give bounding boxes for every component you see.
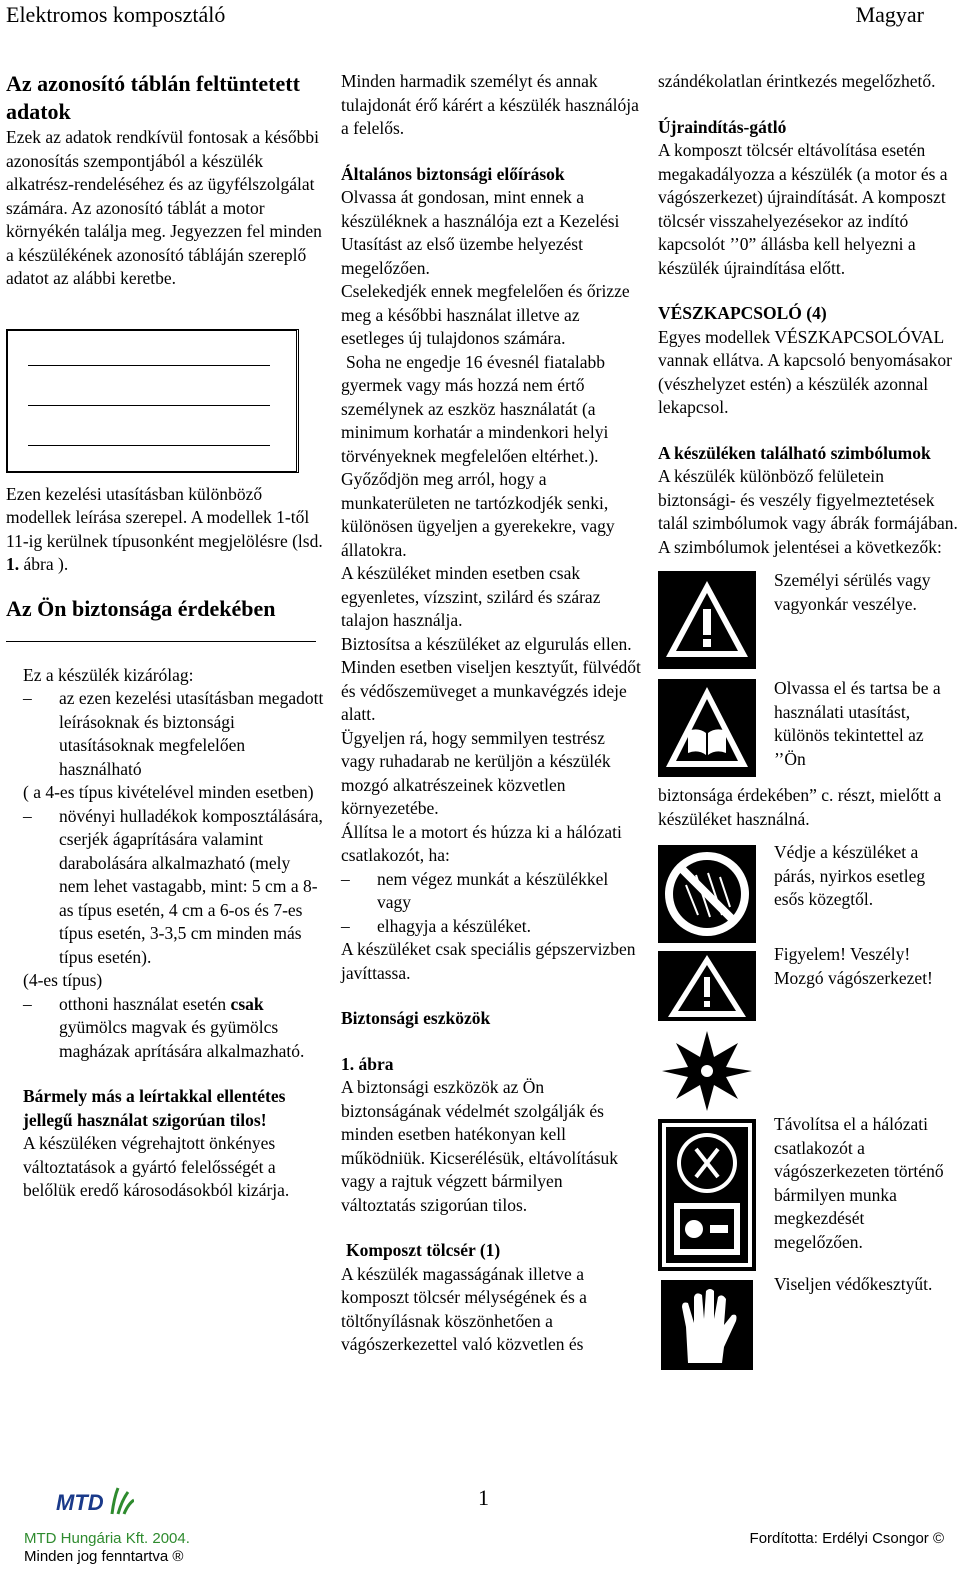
paragraph: Cselekedjék ennek megfelelően és őrizze meg a későbbi használat illetve az esetleges új tulajdonos számára.: [341, 281, 630, 348]
frame-line: [28, 405, 270, 406]
paragraph: A készülék magasságának illetve a komposzt tölcsér mélységének és a töltőnyílásnak köszönhetően a vágószerkezettel való közvetlen és: [341, 1263, 587, 1354]
divider: [6, 641, 316, 642]
mtd-logo: [54, 1484, 134, 1527]
symbol-row: [658, 943, 958, 1115]
paragraph: A biztonsági eszközök az Ön biztonságának védelmét szolgálják és minden esetben hatékonyan kell működniük. Kicserélésük, eltávolításuk vagy a rajtuk végzett bármilyen változtatás szigorúan tilos.: [341, 1077, 619, 1215]
id-plate-intro: Ezek az adatok rendkívül fontosak a későbbi azonosítás szempontjából a készülék alkatrész-rendeléséhez és az ügyfélszolgálat számára. Az azonosító táblát a motor környékén találja meg. Jegyezzen fel minden a készülékének azonosító tábláján szereplő adatot az alábbi keretbe.: [6, 127, 322, 288]
symbols-title: A készüléken található szimbólumok: [658, 442, 931, 463]
id-plate-title: Az azonosító táblán feltüntetett adatok: [6, 71, 300, 124]
header-language: Magyar: [855, 2, 924, 27]
figure-title: 1. ábra: [341, 1053, 394, 1074]
symbol-text-continued: biztonsága érdekében” c. részt, mielőtt a készüléket használná.: [658, 785, 942, 829]
paragraph: Olvassa át gondosan, mint ennek a készüléknek a használója ezt a Kezelési Utasítást az első üzembe helyezést megelőzően.: [341, 187, 620, 278]
list-item: – nem végez munkát a készülékkel vagy: [341, 868, 609, 912]
paragraph: Állítsa le a motort és húzza ki a hálózati csatlakozót, ha:: [341, 821, 622, 865]
warning-triangle-icon: [658, 571, 756, 669]
symbol-row: [658, 1274, 958, 1377]
paragraph: A készüléket csak speciális gépszervizben javíttassa.: [341, 939, 636, 983]
hopper-title: Komposzt tölcsér (1): [346, 1240, 501, 1260]
symbol-text: Távolítsa el a hálózati csatlakozót a vágószerkezeten történő bármilyen munka megkezdését megelőzően.: [774, 1114, 944, 1252]
symbol-text: Védje a készüléket a párás, nyirkos esetleg esős közegtől.: [774, 842, 926, 909]
paragraph: Soha ne engedje 16 évesnél fiatalabb gyermek vagy más hozzá nem értő személynek az eszköz használatát (a minimum korhatár a mindenkori helyi törvényeknek megfelelően eltérhet.).: [341, 351, 609, 466]
gloves-icon: [658, 1277, 756, 1373]
warning-text: A készüléken végrehajtott önkényes változtatások a gyártó felelősségét a belőlük eredő károsodásokból kizárja.: [23, 1133, 290, 1200]
read-manual-icon: [658, 679, 756, 777]
paragraph: Biztosítsa a készüléket az elgurulás ellen.: [341, 633, 632, 654]
column-3: [658, 70, 958, 1377]
paragraph: Egyes modellek VÉSZKAPCSOLÓVAL vannak ellátva. A kapcsoló benyomásakor (vészhelyzet estén) a készülék azonnal lekapcsol.: [658, 326, 953, 417]
note: ( a 4-es típus kivételével minden esetben): [23, 782, 314, 802]
restart-lock-title: Újraindítás-gátló: [658, 116, 787, 137]
footer-left: [24, 1530, 190, 1566]
symbol-text: Személyi sérülés vagy vagyonkár veszélye.: [774, 570, 931, 614]
list-item: – növényi hulladékok komposztálására, cserjék ágaprítására valamint darabolására alkalmazható (mely nem lehet vastagabb, mint: 5 cm a 8-as típus esetén, 4 cm a 6-os és 7-es típus esetén, 3-3,5 cm minden más típus esetén).: [23, 805, 323, 967]
models-text: Ezen kezelési utasításban különböző modellek leírása szerepel. A modellek 1-től 11-ig kerülnek típusonként megjelölésre (lsd. 1. ábra ).: [6, 483, 323, 574]
general-safety-title: Általános biztonsági előírások: [341, 163, 565, 184]
frame-line: [28, 365, 270, 366]
symbol-row: [658, 671, 958, 769]
unplug-icon: [658, 1119, 756, 1271]
paragraph: Ügyeljen rá, hogy semmilyen testrész vagy ruhadarab ne kerüljön a készülék mozgó alkatrészeinek közvetlen környezetébe.: [341, 727, 611, 818]
paragraph: A készüléket minden esetben csak egyenletes, vízszint, szilárd és száraz talajon használja.: [341, 563, 601, 630]
paragraph: szándékolatlan érintkezés megelőzhető.: [658, 71, 936, 91]
symbol-text: Olvassa el és tartsa be a használati utasítást, különös tekintettel az ’’Ön: [774, 678, 941, 769]
paragraph: A készülék különböző felületein biztonsági- és veszély figyelmeztetések talál szimbólumok vagy ábrák formájában. A szimbólumok jelentései a következők:: [658, 466, 958, 557]
cutting-blade-icon: [658, 1027, 756, 1113]
caution-triangle-icon: [658, 951, 756, 1021]
use-intro: Ez a készülék kizárólag:: [23, 664, 194, 685]
safety-title: Az Ön biztonsága érdekében: [6, 595, 276, 621]
rights-text: Minden jog fenntartva ®: [24, 1548, 184, 1565]
header-title: Elektromos komposztáló: [6, 2, 226, 27]
symbol-text: Viseljen védőkesztyűt.: [774, 1274, 933, 1294]
svg-text:MTD: MTD: [56, 1490, 104, 1515]
page-number: 1: [478, 1485, 489, 1510]
frame-line: [28, 445, 270, 446]
symbol-row: [658, 1115, 958, 1275]
emergency-switch-title: VÉSZKAPCSOLÓ (4): [658, 303, 827, 323]
symbol-row: [658, 842, 958, 939]
note: (4-es típus): [23, 970, 103, 990]
symbol-row: [658, 571, 958, 669]
paragraph: Minden esetben viseljen kesztyűt, fülvédőt és védőszemüveget a munkavégzés ideje alatt.: [341, 657, 641, 724]
symbol-text: Figyelem! Veszély! Mozgó vágószerkezet!: [774, 944, 933, 988]
list-item: – az ezen kezelési utasításban megadott leírásoknak és biztonsági utasításoknak megfelelően használható: [23, 688, 324, 779]
liability-text: Minden harmadik személyt és annak tulajdonát érő kárért a készülék használója a felelős.: [341, 71, 639, 138]
translator-credit: Fordította: Erdélyi Csongor ©: [749, 1530, 944, 1547]
column-1: [6, 70, 324, 1203]
list-item: – elhagyja a készüléket.: [341, 915, 532, 936]
company-name: MTD Hungária Kft. 2004.: [24, 1530, 190, 1547]
id-plate-frame: [6, 329, 299, 473]
warning-bold: Bármely más a leírtakkal ellentétes jellegű használat szigorúan tilos!: [23, 1086, 286, 1130]
column-2: [341, 70, 641, 1357]
list-item: – otthoni használat esetén csak gyümölcs magvak és gyümölcs magházak aprítására alkalmazható.: [23, 993, 305, 1061]
paragraph: Győződjön meg arról, hogy a munkaterületen ne tartózkodjék senki, különösen ügyeljen a gyerekekre, vagy állatokra.: [341, 469, 615, 560]
no-rain-icon: [658, 845, 756, 943]
safety-devices-title: Biztonsági eszközök: [341, 1008, 491, 1028]
paragraph: A komposzt tölcsér eltávolítása esetén megakadályozza a készülék (a motor és a vágószerkezet) újraindítását. A komposzt tölcsér visszahelyezésekor az indító kapcsolót ’’0” állásba kell helyezni a készülék újraindítása előtt.: [658, 140, 948, 278]
